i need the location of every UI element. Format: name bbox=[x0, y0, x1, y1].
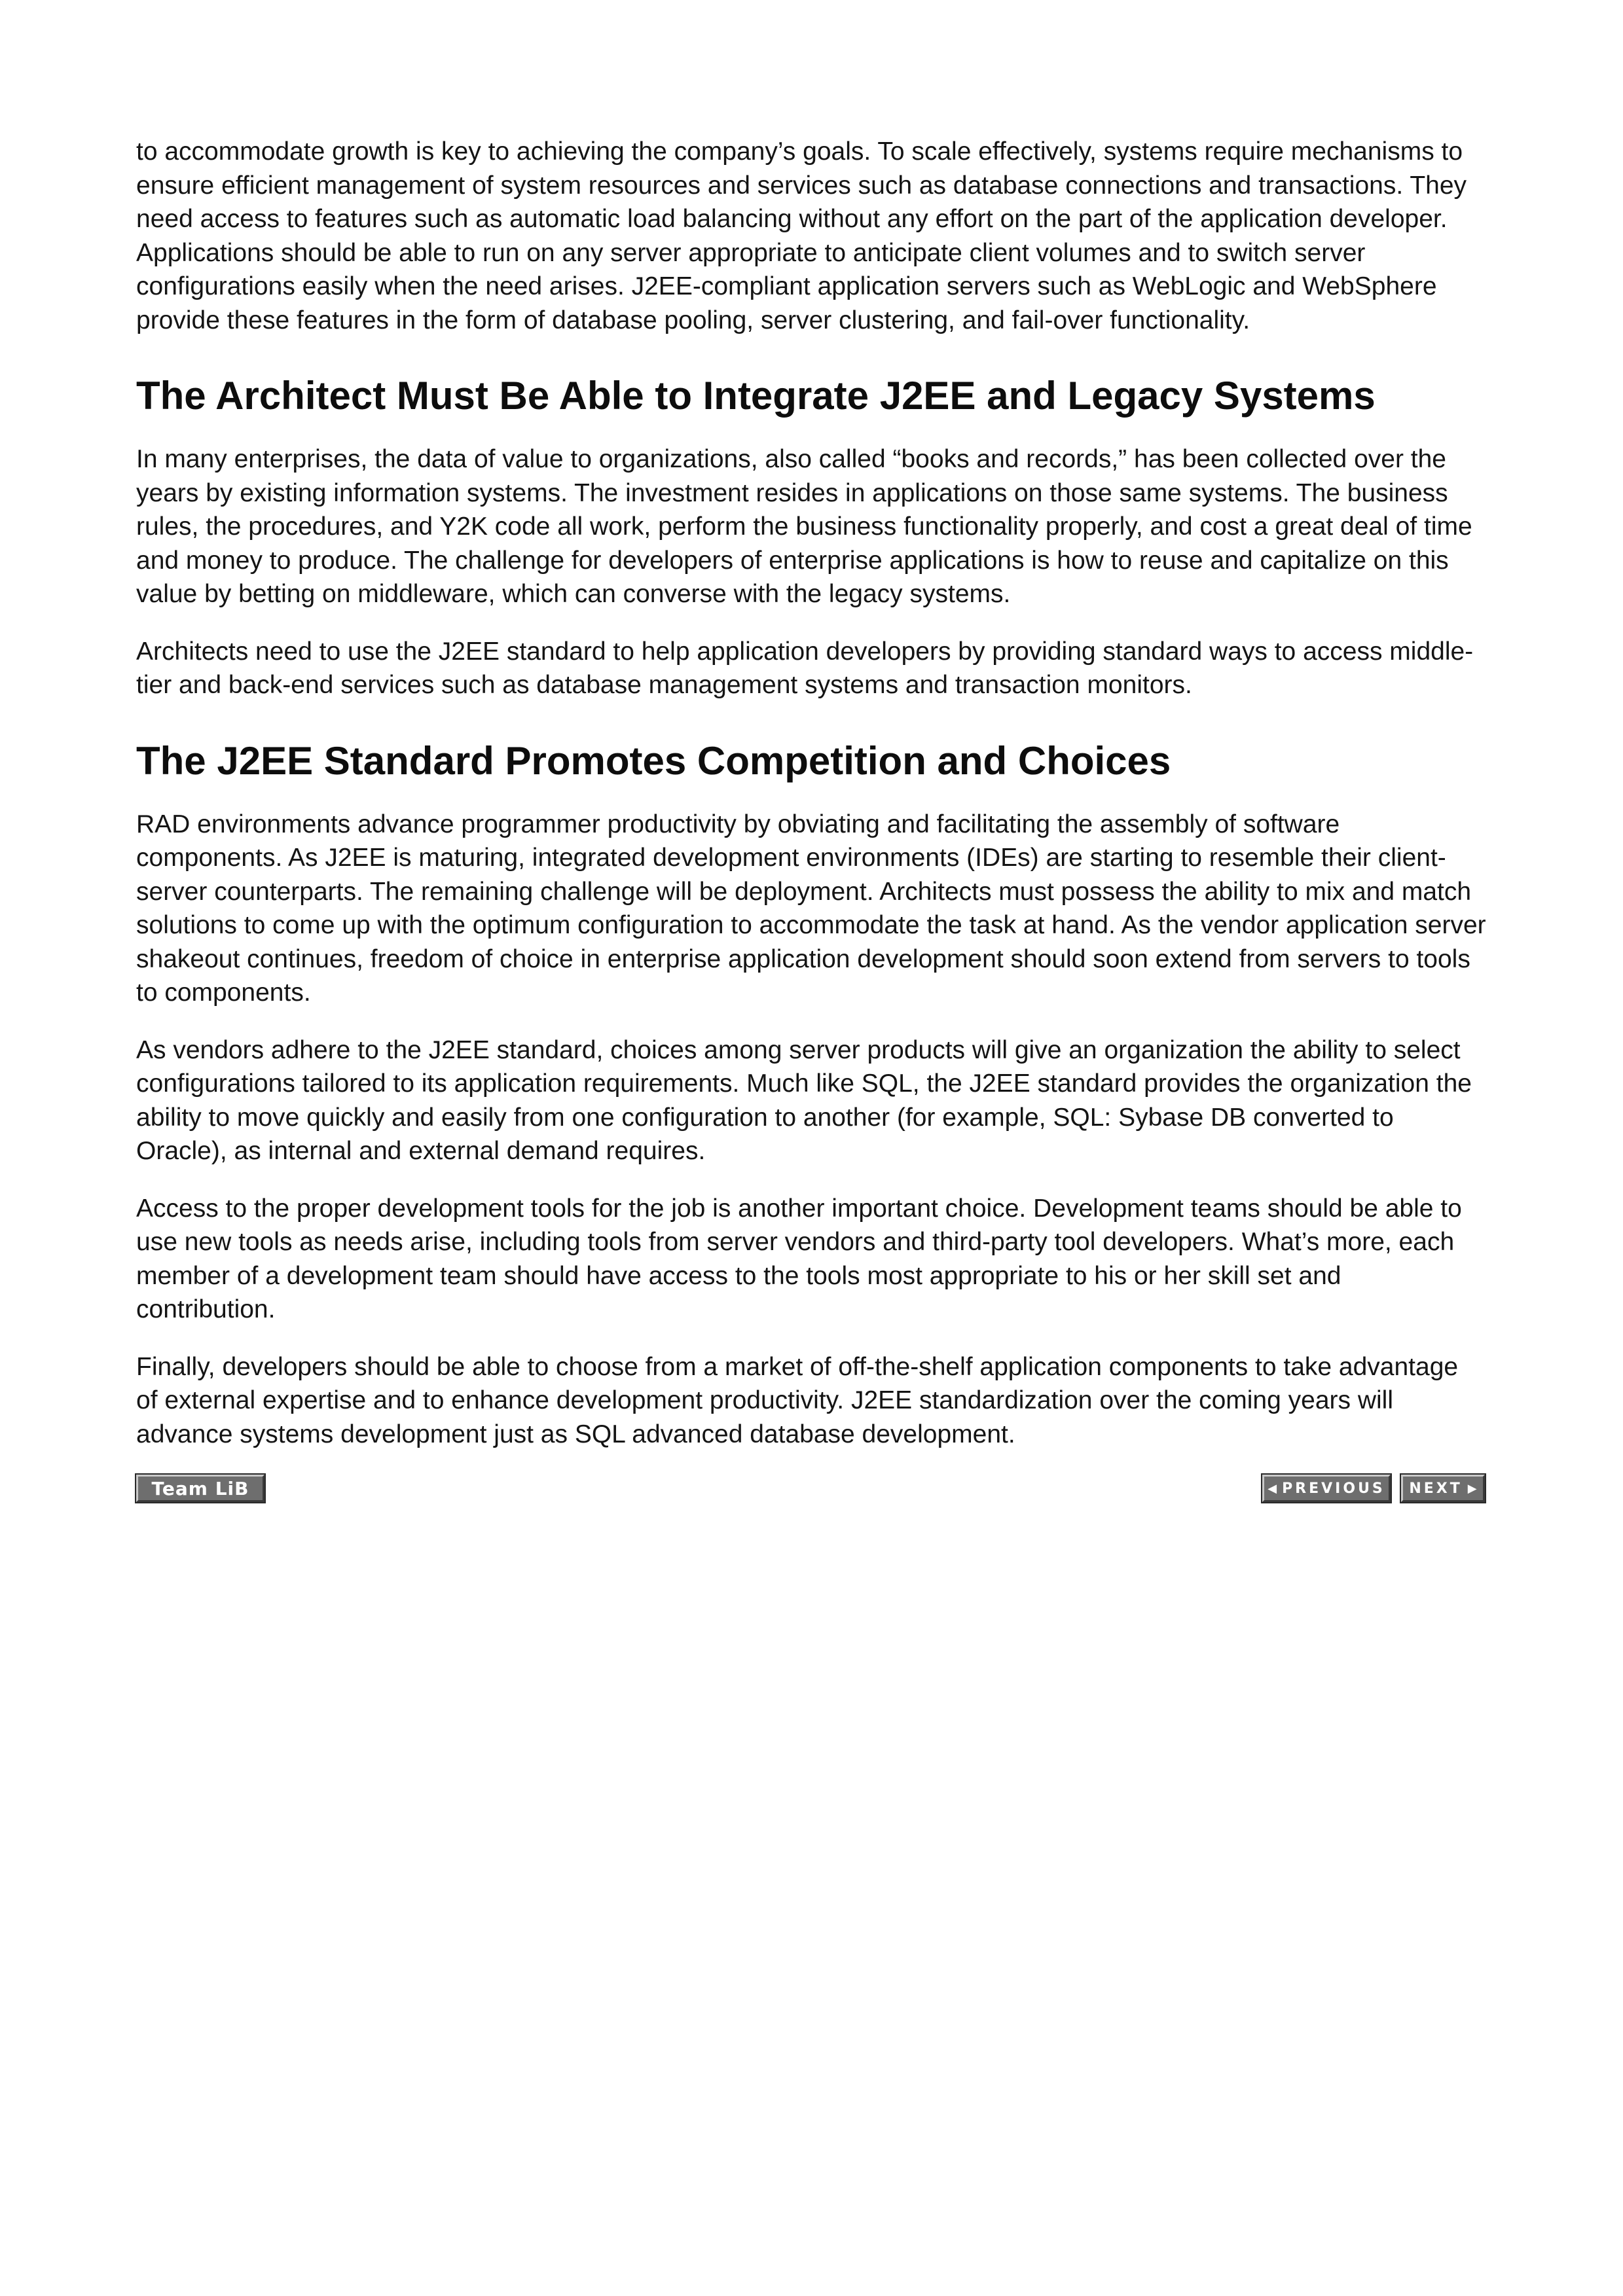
paragraph: Access to the proper development tools for the job is another important choice. Development teams should be able to use new tools as needs arise, including tools from server vendors and third-party tool developers. What’s more, each member of a development team should have access to the tools most appropriate to his or her skill set and contribution. bbox=[136, 1194, 1462, 1323]
previous-button[interactable] bbox=[1262, 1475, 1391, 1502]
paragraph: Architects need to use the J2EE standard to help application developers by providing standard ways to access middle-tier and back-end services such as database management systems and transaction monitors. bbox=[136, 637, 1474, 699]
intro-paragraph: to accommodate growth is key to achieving the company’s goals. To scale effectively, systems require mechanisms to ensure efficient management of system resources and services such as database connections and transactions. They need access to features such as automatic load balancing without any effort on the part of the application developer. Applications should be able to run on any server appropriate to anticipate client volumes and to switch server configurations easily when the need arises. J2EE-compliant application servers such as WebLogic and WebSphere provide these features in the form of database pooling, server clustering, and fail-over functionality. bbox=[136, 137, 1467, 334]
previous-label: PREVIOUS bbox=[1282, 1480, 1385, 1497]
paragraph: In many enterprises, the data of value to organizations, also called “books and records,” has been collected over the years by existing information systems. The investment resides in applications on those same systems. The business rules, the procedures, and Y2K code all work, perform the business functionality properly, and cost a great deal of time and money to produce. The challenge for developers of enterprise applications is how to reuse and capitalize on this value by betting on middleware, which can converse with the legacy systems. bbox=[136, 445, 1472, 608]
team-lib-button[interactable] bbox=[136, 1475, 264, 1502]
paragraph: Finally, developers should be able to choose from a market of off-the-shelf application components to take advantage of external expertise and to enhance development productivity. J2EE standardization over the coming years will advance systems development just as SQL advanced database development. bbox=[136, 1352, 1459, 1448]
paragraph: RAD environments advance programmer productivity by obviating and facilitating the assembly of software components. As J2EE is maturing, integrated development environments (IDEs) are starting to resemble their client-server counterparts. The remaining challenge will be deployment. Architects must possess the ability to mix and match solutions to come up with the optimum configuration to accommodate the task at hand. As the vendor application server shakeout continues, freedom of choice in enterprise application development should soon extend from servers to tools to components. bbox=[136, 810, 1486, 1007]
section-heading-competition: The J2EE Standard Promotes Competition and Choices bbox=[136, 738, 1171, 783]
triangle-right-icon: ▶ bbox=[1467, 1481, 1477, 1496]
triangle-left-icon: ◀ bbox=[1267, 1481, 1277, 1496]
section-heading-legacy: The Architect Must Be Able to Integrate J2EE and Legacy Systems bbox=[136, 374, 1376, 418]
page-content bbox=[136, 135, 1486, 1505]
paragraph: As vendors adhere to the J2EE standard, choices among server products will give an organization the ability to select configurations tailored to its application requirements. Much like SQL, the J2EE standard provides the organization the ability to move quickly and easily from one configuration to another (for example, SQL: Sybase DB converted to Oracle), as internal and external demand requires. bbox=[136, 1035, 1472, 1165]
navigation-bar bbox=[136, 1475, 1486, 1505]
team-lib-label: Team LiB bbox=[151, 1477, 249, 1499]
next-label: NEXT bbox=[1409, 1480, 1463, 1497]
next-button[interactable] bbox=[1401, 1475, 1485, 1502]
